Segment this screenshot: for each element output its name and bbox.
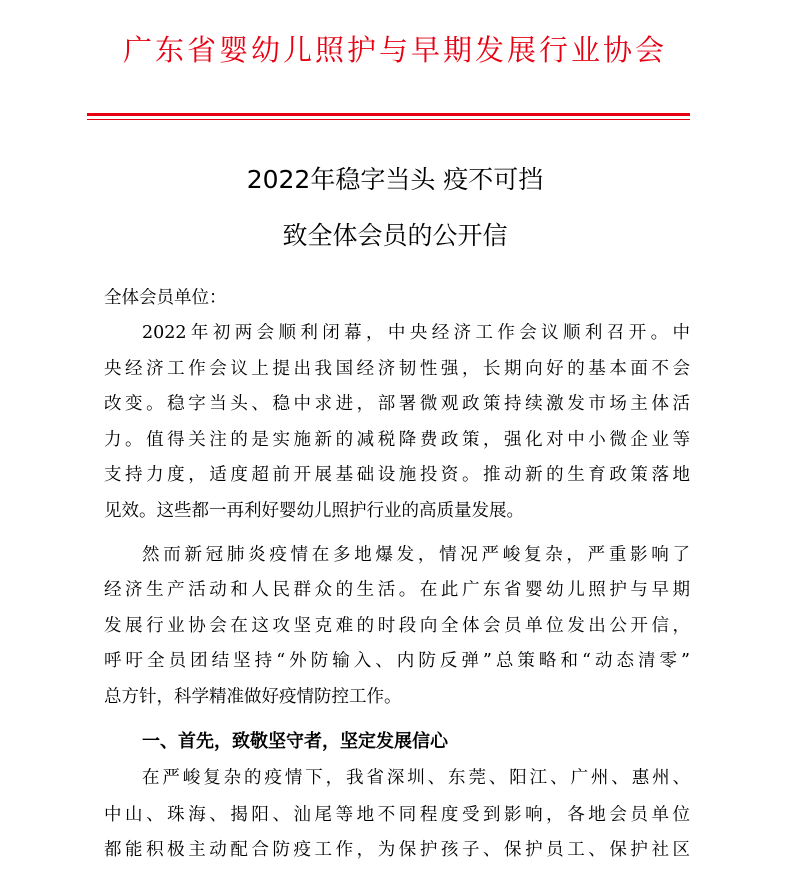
document-title-line-1: 2022年稳字当头 疫不可挡 [246, 165, 544, 194]
paragraph-1-line: 2022年初两会顺利闭幕，中央经济工作会议顺利召开。中 [142, 323, 690, 343]
document-title-line-2: 致全体会员的公开信 [282, 221, 508, 250]
paragraph-3-line: 都能积极主动配合防疫工作，为保护孩子、保护员工、保护社区 [104, 840, 690, 860]
header-rule-thick [87, 113, 690, 116]
paragraph-1-line: 改变。稳字当头、稳中求进，部署微观政策持续激发市场主体活 [104, 394, 690, 414]
paragraph-1-line: 见效。这些都一再利好婴幼儿照护行业的高质量发展。 [104, 501, 524, 521]
paragraph-2-line: 然而新冠肺炎疫情在多地爆发，情况严峻复杂，严重影响了 [142, 545, 690, 565]
organization-header: 广东省婴幼儿照护与早期发展行业协会 [122, 33, 667, 67]
paragraph-3-line: 中山、珠海、揭阳、汕尾等地不同程度受到影响，各地会员单位 [104, 805, 690, 825]
section-heading-1: 一、首先，致敬坚守者，坚定发展信心 [142, 731, 448, 752]
paragraph-2-line: 呼吁全员团结坚持“外防输入、内防反弹”总策略和“动态清零” [104, 651, 690, 671]
header-rule-thin [87, 119, 690, 120]
paragraph-1-line: 力。值得关注的是实施新的减税降费政策，强化对中小微企业等 [104, 430, 690, 450]
salutation: 全体会员单位： [104, 288, 227, 308]
paragraph-1-line: 支持力度，适度超前开展基础设施投资。推动新的生育政策落地 [104, 465, 690, 485]
paragraph-1-line: 央经济工作会议上提出我国经济韧性强，长期向好的基本面不会 [104, 359, 690, 379]
paragraph-2-line: 总方针，科学精准做好疫情防控工作。 [104, 687, 402, 707]
paragraph-2-line: 经济生产活动和人民群众的生活。在此广东省婴幼儿照护与早期 [104, 580, 690, 600]
paragraph-3-line: 在严峻复杂的疫情下，我省深圳、东莞、阳江、广州、惠州、 [142, 768, 690, 788]
paragraph-2-line: 发展行业协会在这攻坚克难的时段向全体会员单位发出公开信， [104, 616, 690, 636]
